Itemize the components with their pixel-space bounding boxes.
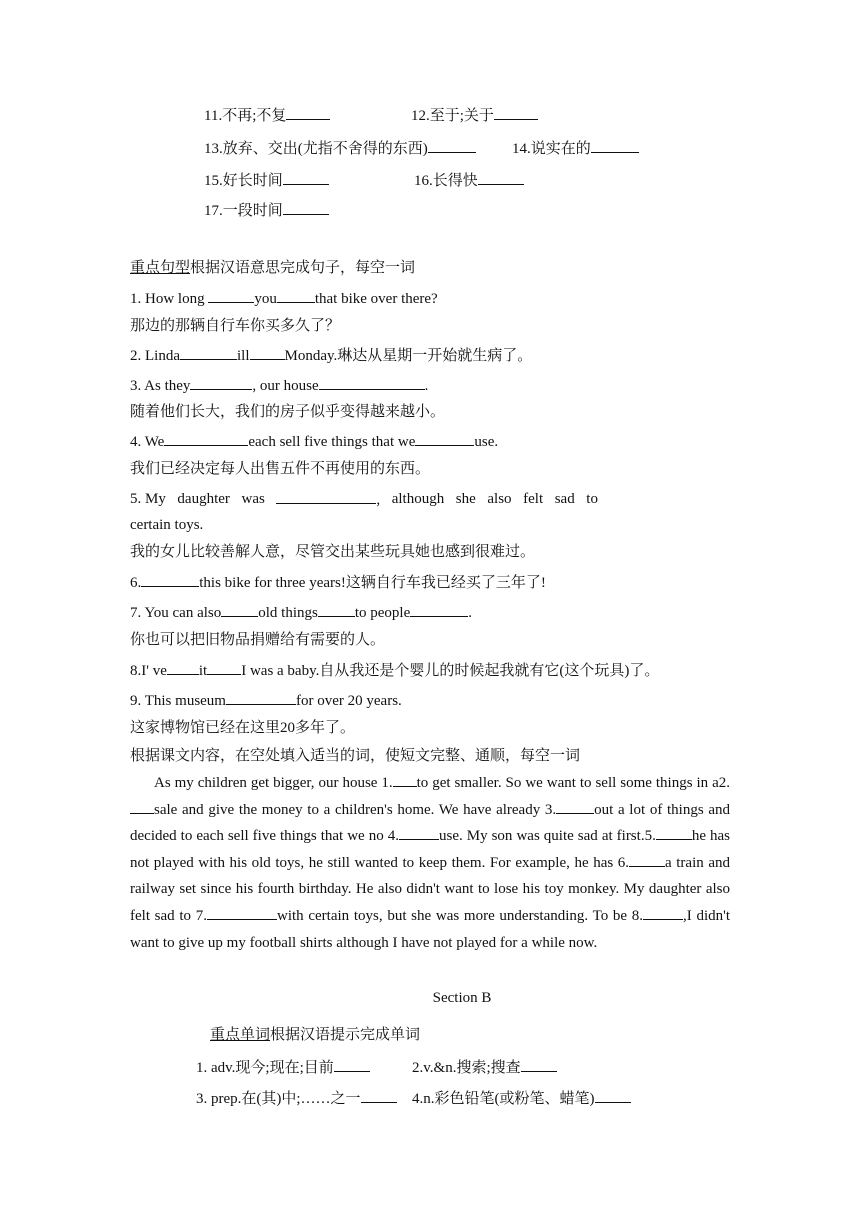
sentence-8: 8.I' ve it I was a baby.自从我还是个婴儿的时候起我就有它(这个玩具)了。 [130, 660, 659, 681]
sentence-6: 6. this bike for three years!这辆自行车我已经买了三年了! [130, 572, 546, 593]
sentence-7: 7. You can also old things to people . [130, 602, 472, 623]
sentence-3-chinese: 随着他们长大，我们的房子似乎变得越来越小。 [130, 404, 446, 420]
vocab-item-16: 16.长得快 [414, 170, 524, 191]
sentence-7-chinese: 你也可以把旧物品捐赠给有需要的人。 [130, 632, 386, 648]
sentence-2: 2. Linda ill Monday.琳达从星期一开始就生病了。 [130, 345, 532, 366]
vocab-item-12: 12.至于;关于 [411, 105, 538, 126]
sentence-9: 9. This museum for over 20 years. [130, 690, 402, 711]
sentences-heading: 重点句型根据汉语意思完成句子，每空一词 [130, 260, 416, 276]
section-b-title: Section B [432, 990, 492, 1006]
vocab-item-17: 17.一段时间 [204, 200, 329, 221]
passage-instruction: 根据课文内容，在空处填入适当的词，使短文完整、通顺，每空一词 [130, 748, 581, 764]
vocab-item-11: 11.不再;不复 [204, 105, 330, 126]
sentence-3: 3. As they , our house . [130, 375, 428, 396]
sentence-4: 4. We each sell five things that we use. [130, 431, 498, 452]
vocab-item-14: 14.说实在的 [512, 138, 639, 159]
sentence-5-line-1: 5. My daughter was , although she also felt sad to [130, 491, 598, 508]
sentence-1: 1. How long you that bike over there? [130, 288, 438, 309]
section-b-word-2: 2.v.&n.搜索;搜查 [412, 1057, 557, 1078]
section-b-word-3: 3. prep.在(其)中;……之一 [196, 1088, 397, 1109]
sentence-4-chinese: 我们已经决定每人出售五件不再使用的东西。 [130, 461, 431, 477]
vocab-item-13: 13.放弃、交出(尤指不舍得的东西) [204, 138, 476, 159]
section-b-word-4: 4.n.彩色铅笔(或粉笔、蜡笔) [412, 1088, 631, 1109]
sentence-9-chinese: 这家博物馆已经在这里20多年了。 [130, 720, 356, 736]
sentence-1-chinese: 那边的那辆自行车你买多久了？ [130, 318, 341, 334]
section-b-heading: 重点单词根据汉语提示完成单词 [210, 1027, 421, 1043]
passage-text: As my children get bigger, our house 1. to get smaller. So we want to sell some things in a2.sale and give the money to a children's home. We have already 3. out a lot of things and decided to each sell five things that we no 4. use. My son was quite sad at first.5. he has not played with his old toys, he still wanted to keep them. For example, he has 6. a train and railway set since his fourth birthday. He also didn't want to lose his toy monkey. My daughter also felt sad to 7. with certain toys, but she was more understanding. To be 8. ,I didn't want to give up my football shirts although I have not played for a while now. [130, 770, 730, 956]
section-b-word-1: 1. adv.现今;现在;目前 [196, 1057, 370, 1078]
vocab-item-15: 15.好长时间 [204, 170, 329, 191]
sentence-5-chinese: 我的女儿比较善解人意，尽管交出某些玩具她也感到很难过。 [130, 544, 536, 560]
sentence-5-line-2: certain toys. [130, 517, 204, 533]
